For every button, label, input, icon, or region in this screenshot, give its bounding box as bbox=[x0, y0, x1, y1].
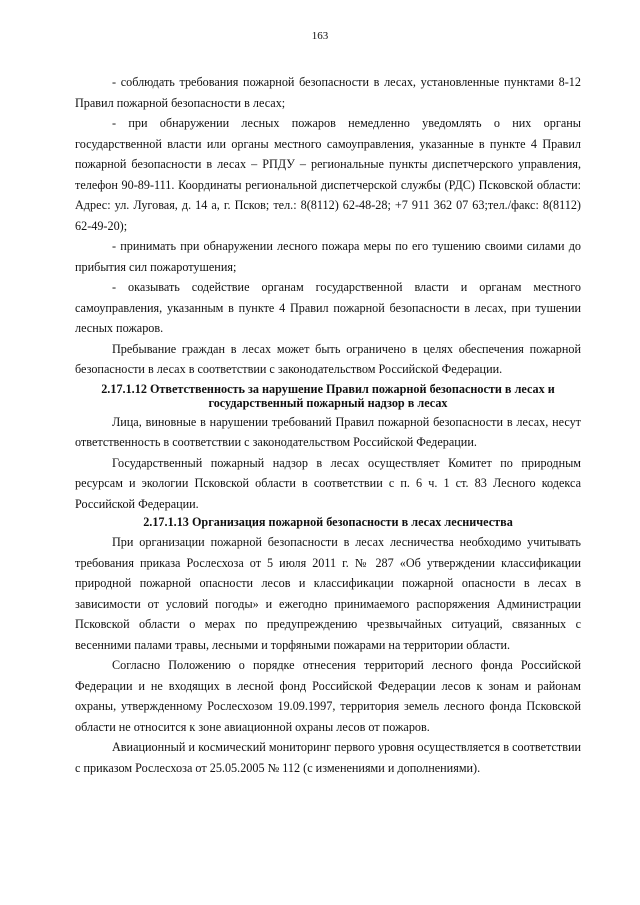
paragraph-monitoring: Авиационный и космический мониторинг первого уровня осуществляется в соответствии с приказом Рослесхоза от 25.05.2005 № 112 (с изменениями и дополнениями). bbox=[75, 740, 581, 775]
list-item-comply-rules: - соблюдать требования пожарной безопасности в лесах, установленные пунктами 8-12 Правил пожарной безопасности в лесах; bbox=[75, 75, 581, 110]
paragraph-stay-restriction: Пребывание граждан в лесах может быть ограничено в целях обеспечения пожарной безопасности в лесах в соответствии с законодательством Российской Федерации. bbox=[75, 341, 581, 376]
paragraph-liability: Лица, виновные в нарушении требований Правил пожарной безопасности в лесах, несут ответственность в соответствии с законодательством Российской Федерации. bbox=[75, 414, 581, 449]
section-heading-organization: 2.17.1.13 Организация пожарной безопасности в лесах лесничества bbox=[143, 515, 513, 529]
paragraph-protection-zones: Согласно Положению о порядке отнесения территорий лесного фонда Российской Федерации и не входящих в лесной фонд Российской Федерации лесов к зонам и районам охраны, утвержденному Рослесхозом 19.09.1997, территория земель лесного фонда Псковской области не относится к зоне авиационной охраны лесов от пожаров. bbox=[75, 658, 581, 734]
list-item-assist-authorities: - оказывать содействие органам государственной власти и органам местного самоуправления, указанным в пункте 4 Правил пожарной безопасности в лесах, при тушении лесных пожаров. bbox=[75, 280, 581, 335]
list-item-report-fires: - при обнаружении лесных пожаров немедленно уведомлять о них органы государственной власти или органы местного самоуправления, указанные в пункте 4 Правил пожарной безопасности в лесах – РПДУ – региональные пункты диспетчерского управления, телефон 90-89-111. Координаты региональной диспетчерской службы (РДС) Псковской области: Адрес: ул. Луговая, д. 14 а, г. Псков; тел.: 8(8112) 62-48-28; +7 911 362 07 63;тел./факс: 8(8112) 62-49-20); bbox=[75, 116, 581, 233]
paragraph-state-supervision: Государственный пожарный надзор в лесах осуществляет Комитет по природным ресурсам и экологии Псковской области в соответствии с п. 6 ч. 1 ст. 83 Лесного кодекса Российской Федерации. bbox=[75, 455, 581, 511]
page-number: 163 bbox=[311, 30, 329, 42]
paragraph-rosleshoz-order: При организации пожарной безопасности в лесах лесничества необходимо учитывать требования приказа Рослесхоза от 5 июля 2011 г. № 287 «Об утверждении классификации природной пожарной опасности лесов и классификации пожарной опасности в лесах в зависимости от условий погоды» и ежегодно принимаемого распоряжения Администрации Псковской области о мерах по предупреждению чрезвычайных ситуаций, связанных с весенними палами травы, лесными и торфяными пожарами на территории области. bbox=[75, 535, 581, 652]
document-body bbox=[75, 72, 581, 778]
list-item-extinguish: - принимать при обнаружении лесного пожара меры по его тушению своими силами до прибытия сил пожаротушения; bbox=[75, 239, 581, 274]
section-heading-responsibility: 2.17.1.12 Ответственность за нарушение Правил пожарной безопасности в лесах и государственный пожарный надзор в лесах bbox=[101, 381, 555, 410]
